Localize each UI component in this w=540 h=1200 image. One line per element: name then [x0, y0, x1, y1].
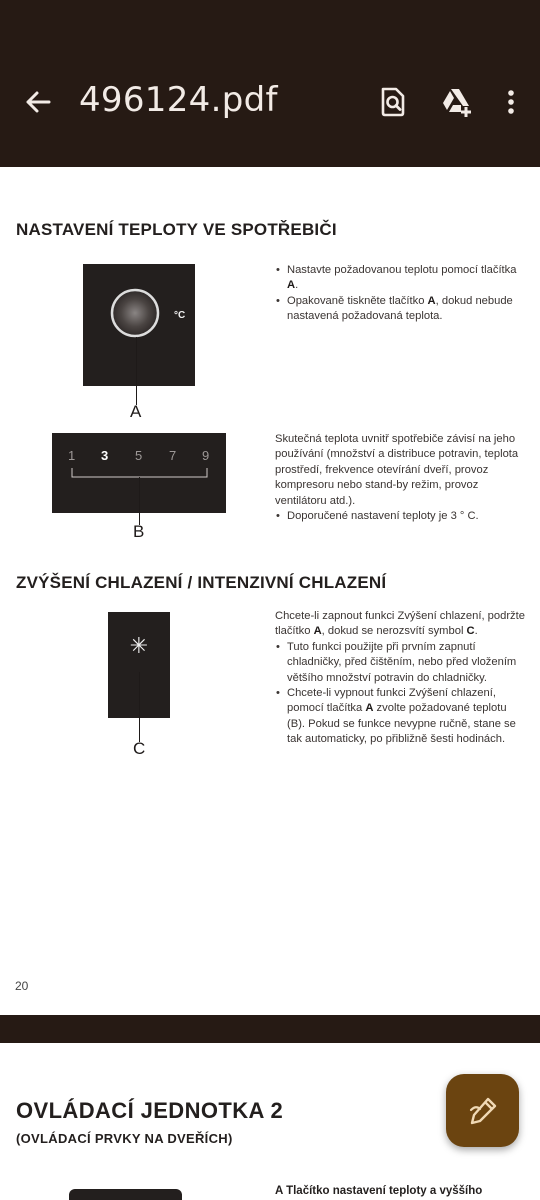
control-panel-a [83, 264, 195, 386]
scale-number-selected: 3 [101, 448, 109, 463]
celsius-unit: °C [174, 310, 186, 321]
scale-number: 1 [68, 448, 76, 463]
search-document-icon[interactable] [378, 86, 408, 118]
scale-number: 5 [135, 448, 143, 463]
label-a: A [130, 402, 142, 421]
instructions-b [275, 432, 525, 524]
bullet-item: • Doporučené nastavení teploty je 3 ° C. [275, 509, 525, 524]
bullet-item: • Chcete-li vypnout funkci Zvýšení chlazení, pomocí tlačítka A zvolte požadované teplotu (B). Pokud se funkce nevypne ručně, stane se tak automaticky, po přibližně šesti hodinách. [275, 686, 525, 748]
page-separator [0, 1015, 540, 1043]
section-heading-temperature: NASTAVENÍ TEPLOTY VE SPOTŘEBIČI [16, 220, 337, 239]
paragraph: Chcete-li zapnout funkci Zvýšení chlazení, podržte tlačítko A, dokud se nerozsvítí symbol C. [275, 610, 525, 638]
paragraph: Skutečná teplota uvnitř spotřebiče závisí na jeho používání (množství a distribuce potravin, teplota prostředí, frekvence otevírání dveří, provoz kompresoru nebo stand-by režim, provoz ventilátoru atd.). [275, 433, 519, 507]
google-drive-add-icon[interactable] [440, 86, 474, 118]
edit-fab-button[interactable] [446, 1074, 519, 1147]
section-heading-intensive-cooling: ZVÝŠENÍ CHLAZENÍ / INTENZIVNÍ CHLAZENÍ [16, 573, 387, 592]
legend-text: A Tlačítko nastavení teploty a vyššího [275, 1185, 483, 1197]
bullet-item: • Tuto funkci použijte při prvním zapnutí chladničky, před čištěním, nebo před vložením většího množství potravin do chladničky. [275, 640, 525, 686]
label-c: C [133, 739, 146, 758]
control-panel-illustration [69, 1189, 182, 1200]
edit-pen-icon [468, 1096, 498, 1126]
pdf-page-1 [0, 167, 540, 1015]
pointer-line-b [139, 477, 140, 525]
label-b: B [133, 522, 145, 541]
bullet-item: • Opakovaně tiskněte tlačítko A, dokud nebude nastavená požadovaná teplota. [275, 294, 525, 325]
page-number: 20 [15, 979, 29, 993]
document-title: 496124.pdf [79, 80, 278, 120]
scale-number: 9 [202, 448, 210, 463]
instructions-a [275, 263, 525, 325]
scale-number: 7 [169, 448, 177, 463]
page-subheading: (OVLÁDACÍ PRVKY NA DVEŘÍCH) [16, 1131, 233, 1146]
temperature-button-icon [108, 286, 162, 340]
bullet-item: • Nastavte požadovanou teplotu pomocí tlačítka A. [275, 263, 525, 294]
back-arrow-icon[interactable] [22, 86, 54, 118]
more-vert-icon[interactable] [496, 86, 526, 118]
app-bar [0, 0, 540, 167]
instructions-c [275, 609, 525, 748]
pointer-line-c [139, 672, 140, 742]
pointer-line-a [136, 337, 137, 405]
page-heading: OVLÁDACÍ JEDNOTKA 2 [16, 1098, 284, 1123]
snowflake-symbol-icon: ✳ [129, 634, 149, 659]
